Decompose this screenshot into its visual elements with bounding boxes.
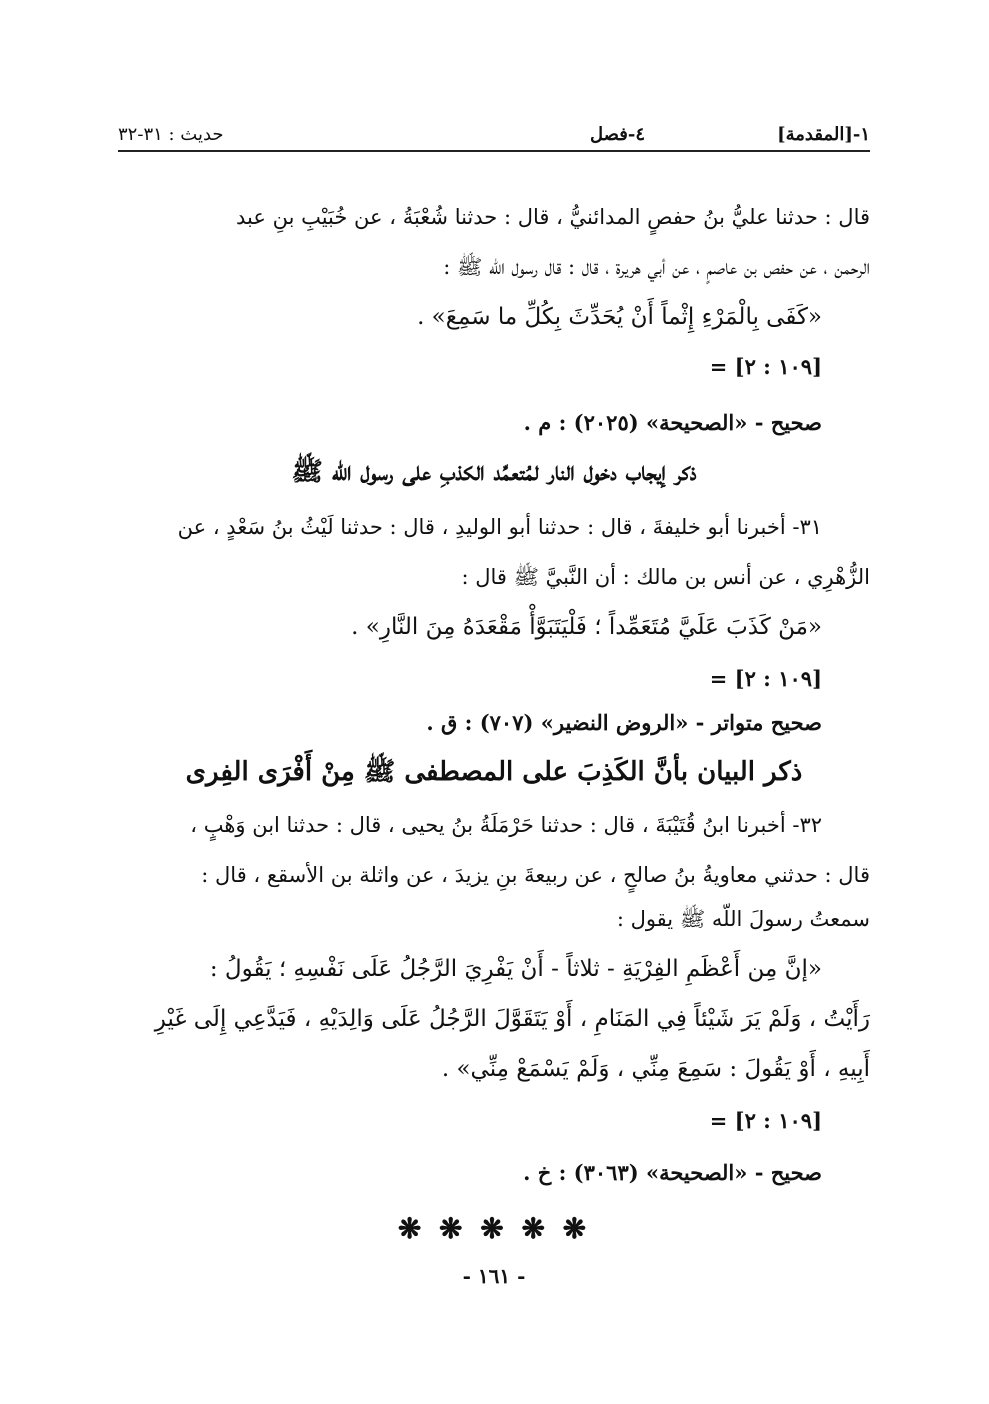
isnad-line: الرحمن ، عن حفص بن عاصمٍ ، عن أبي هريرة ، قال : قال رسول اللّه ﷺ : [443,255,870,279]
header-hadith-range: حديث : ٣١-٣٢ [118,124,224,145]
hadith-grading: صحيح - «الصحيحة» (٢٠٢٥) : م . [523,410,822,435]
isnad-line: قال : حدثنا عليُّ بنُ حفصٍ المدائنيُّ ، قال : حدثنا شُعْبَةُ ، عن خُبَيْبِ بنِ عبد [236,205,870,229]
section-heading: ذكر البيان بأنَّ الكَذِبَ على المصطفى ﷺ مِنْ أَفْرَى الفِرى [185,757,803,787]
book-page [118,118,870,1308]
section-heading: ذكر إيجاب دخول النار لمُتعمِّد الكذبِ على رسول اللّه ﷺ [291,457,697,487]
hadith-reference: [١٠٩ : ٢] = [709,666,822,691]
page-number: - ١٦١ - [462,1264,526,1288]
hadith-text: «إنَّ مِن أَعْظَمِ الفِرْيَةِ - ثلاثاً - أَنْ يَفْرِيَ الرَّجُلُ عَلَى نَفْسِهِ ؛ يَقُولُ : [209,956,822,982]
header-chapter: ١-[المقدمة] [777,124,870,145]
hadith-grading: صحيح متواتر - «الروض النضير» (٧٠٧) : ق . [426,710,822,735]
isnad-line: سمعتُ رسولَ اللّه ﷺ يقول : [616,907,870,931]
isnad-line: قال : حدثني معاويةُ بنُ صالحٍ ، عن ربيعةَ بنِ يزيدَ ، عن واثلة بن الأسقع ، قال : [201,863,870,887]
hadith-text: «كَفَى بِالْمَرْءِ إِثْماً أَنْ يُحَدِّثَ بِكُلِّ ما سَمِعَ» . [417,304,822,330]
hadith-text: رَأَيْتُ ، وَلَمْ يَرَ شَيْئاً فِي المَنَامِ ، أَوْ يَتَقَوَّلَ الرَّجُلُ عَلَى وَالِدَيْهِ ، فَيَدَّعِي إِلَى غَيْرِ [154,1006,870,1032]
hadith-text: «مَنْ كَذَبَ عَلَيَّ مُتَعَمِّداً ؛ فَلْيَتَبَوَّأْ مَقْعَدَهُ مِنَ النَّارِ» . [351,614,822,640]
hadith-reference: [١٠٩ : ٢] = [709,1108,822,1133]
header-section: ٤-فصل [590,124,645,145]
running-header [118,118,870,152]
isnad-line: ٣١- أخبرنا أبو خليفةَ ، قال : حدثنا أبو الوليدِ ، قال : حدثنا لَيْثُ بنُ سَعْدٍ ، عن [177,515,822,539]
isnad-line: الزُّهْرِي ، عن أنس بن مالك : أن النَّبيَّ ﷺ قال : [461,565,870,589]
hadith-text: أَبِيهِ ، أَوْ يَقُولَ : سَمِعَ مِنِّي ، وَلَمْ يَسْمَعْ مِنِّي» . [441,1056,870,1082]
hadith-reference: [١٠٩ : ٢] = [709,354,822,379]
hadith-grading: صحيح - «الصحيحة» (٣٠٦٣) : خ . [523,1160,822,1185]
isnad-line: ٣٢- أخبرنا ابنُ قُتَيْبَةَ ، قال : حدثنا حَرْمَلَةُ بنُ يحيى ، قال : حدثنا ابن وَهْبٍ ، [190,813,822,837]
section-separator: ❋ ❋ ❋ ❋ ❋ [397,1212,591,1245]
